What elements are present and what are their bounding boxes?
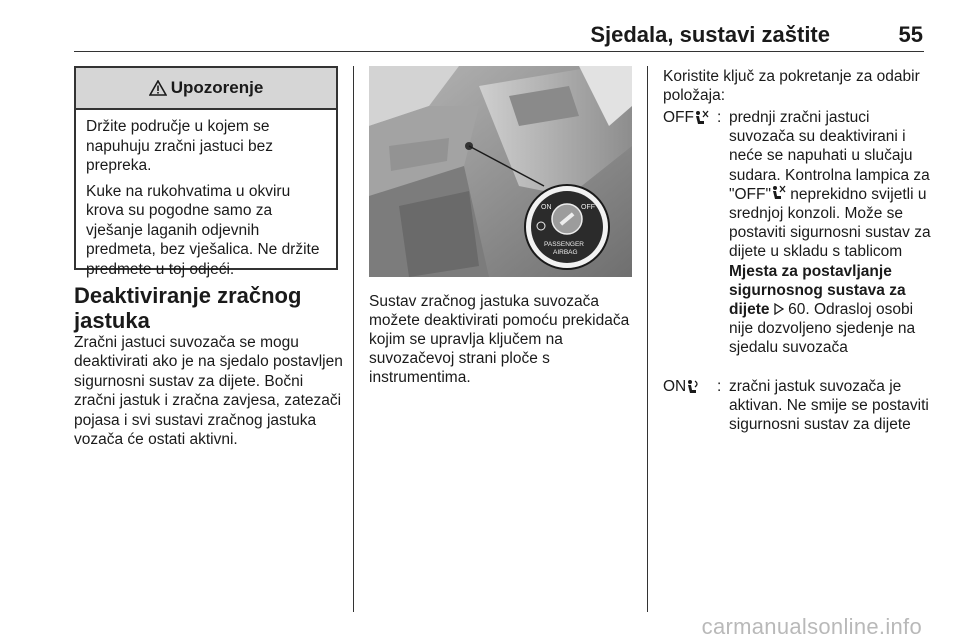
section-body: Zračni jastuci suvozača se mogu deaktivirati ako je na sjedalo postavljen sigurnosni sustav za dijete. Bočni zračni jastuk i zračna zavjesa, zatezači pojasa i svi sustavi zračnog jastuka vozača će ostati aktivni. <box>74 334 343 449</box>
switch-label-airbag: AIRBAG <box>553 249 578 256</box>
option-off-description <box>729 108 935 358</box>
option-off <box>663 108 935 358</box>
header-title: Sjedala, sustavi zaštite <box>590 22 830 47</box>
figure-caption: Sustav zračnog jastuka suvozača možete deaktivirati pomoću prekidača kojim se upravlja ključem na suvozačevoj strani ploče s instrumentima. <box>369 293 630 386</box>
option-on-colon: : <box>717 378 722 395</box>
switch-label-on: ON <box>541 204 552 211</box>
option-off-colon: : <box>717 109 722 126</box>
header-divider <box>74 51 924 52</box>
airbag-switch-photo <box>369 66 632 277</box>
airbag-off-seat-icon <box>694 110 709 126</box>
switch-label-off: OFF <box>581 204 595 211</box>
option-on-description: zračni jastuk suvozača je aktivan. Ne smije se postaviti sigurnosni sustav za dijete <box>729 378 929 434</box>
column-divider-left <box>353 66 354 612</box>
warning-paragraph: Držite područje u kojem se napuhuju zračni jastuci bez prepreka. <box>86 118 273 174</box>
warning-box <box>74 66 338 278</box>
option-on-key <box>663 377 700 396</box>
warning-triangle-icon <box>149 80 167 96</box>
warning-body <box>76 110 336 279</box>
reference-arrow-icon <box>774 303 784 315</box>
option-on-label: ON <box>663 378 687 395</box>
column-divider-right <box>647 66 648 612</box>
warning-header <box>76 68 336 110</box>
option-off-text: 60. Odrasloj osobi nije dozvoljeno sjedenje na sjedalu suvozača <box>729 301 916 357</box>
dashboard-illustration <box>369 66 632 277</box>
airbag-on-seat-icon <box>686 379 700 395</box>
option-off-key <box>663 108 709 127</box>
page-number: 55 <box>898 22 923 47</box>
warning-title: Upozorenje <box>170 78 264 97</box>
option-off-text: prednji zračni jastuci suvozača su deaktivirani i neće se napuhati u slučaju sudara. Kontrolna lampica za "OFF" <box>729 109 930 203</box>
option-off-text: neprekidno svijetli u srednjoj konzoli. Može se postaviti sigurnosni sustav za dijete u skladu s tablicom <box>729 185 931 261</box>
reference-link[interactable]: Mjesta za postavljanje sigurnosnog sustava za dijete <box>729 262 906 319</box>
warning-paragraph: Kuke na rukohvatima u okviru krova su pogodne samo za vješanje laganih odjevnih predmeta, bez vješalica. Ne držite predmete u toj odjeći. <box>86 182 320 278</box>
options-intro: Koristite ključ za pokretanje za odabir položaja: <box>663 68 920 104</box>
switch-label-passenger: PASSENGER <box>544 241 584 248</box>
option-on <box>663 377 935 435</box>
section-heading: Deaktiviranje zračnog jastuka <box>74 283 302 333</box>
watermark: carmanualsonline.info <box>701 614 922 639</box>
option-off-label: OFF <box>663 109 694 126</box>
airbag-off-seat-icon <box>771 185 786 201</box>
